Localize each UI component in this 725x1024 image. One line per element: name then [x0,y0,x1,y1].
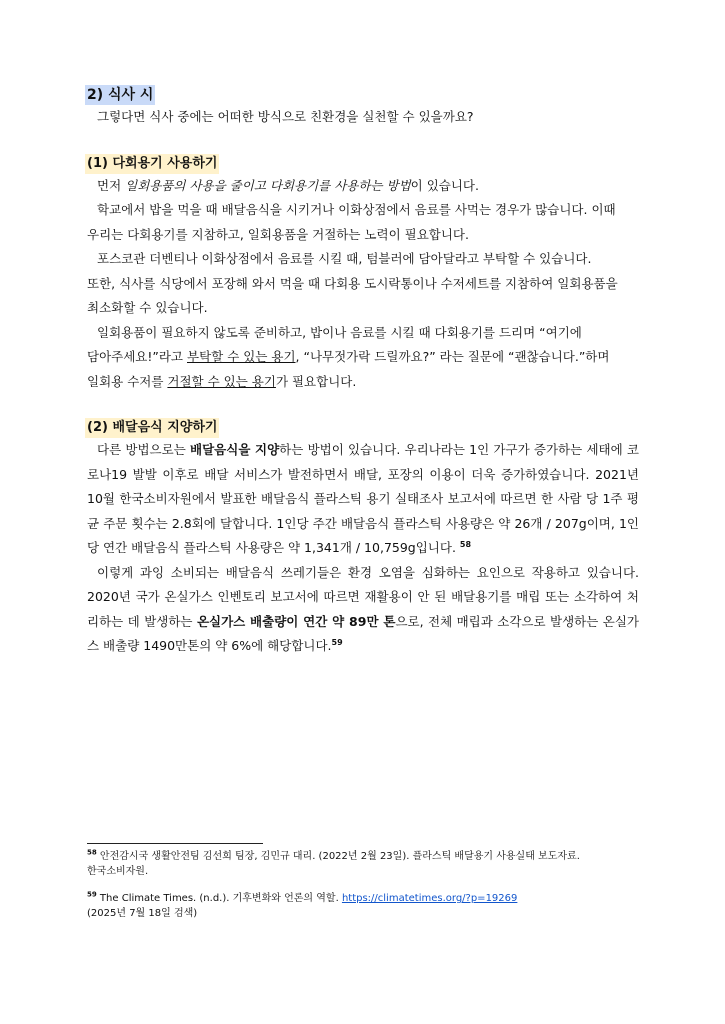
section-intro: 그렇다면 식사 중에는 어떠한 방식으로 친환경을 실천할 수 있을까요? [97,109,474,124]
footnote-divider [87,843,263,844]
sub1-paragraph-3-line-3: 최소화할 수 있습니다. [87,300,208,315]
subsection-2-heading: (2) 배달음식 지양하기 [85,418,219,438]
footnote-ref-58[interactable]: 58 [459,539,472,549]
section-heading: 2) 식사 시 [87,87,154,103]
footnote-ref-59[interactable]: 59 [331,637,343,647]
subsection-1-heading: (1) 다회용기 사용하기 [85,154,219,174]
footnote-59: $^{59}$ The Climate Times. (n.d.). 기후변화와 언론의 역할. https://climatetimes.org/?p=19269 (2025년 7월 18일 검색) [87,890,518,919]
sub2-paragraph-2: 이렇게 과잉 소비되는 배달음식 쓰레기들은 환경 오염을 심화하는 요인으로 작용하고 있습니다. 2020년 국가 온실가스 인벤토리 보고서에 따르면 재활용이 안 된 배달용기를 매립 또는 소각하여 처리하는 데 발생하는 온실가스 배출량이 연간 약 89만 톤으로, 전체 매립과 소각으로 발생하는 온실가스 배출량 1490만톤의 약 6%에 해당합니다.$^{59}$ [87,564,639,653]
sub2-paragraph-1: 다른 방법으로는 배달음식을 지양하는 방법이 있습니다. 우리나라는 1인 가구가 증가하는 세태에 코로나19 발발 이후로 배달 서비스가 발전하면서 배달, 포장의 이용이 더욱 증가하였습니다. 2021년 10월 한국소비자원에서 발표한 배달음식 플라스틱 용기 실태조사 보고서에 따르면 한 사람 당 1주 평균 주문 횟수는 2.8회에 달합니다. 1인당 주간 배달음식 플라스틱 사용량은 약 26개 / 207g이며, 1인당 연간 배달음식 플라스틱 사용량은 약 1,341개 / 10,759g입니다. $^{58}$ [87,442,639,555]
sub1-paragraph-2-line-2: 우리는 다회용기를 지참하고, 일회용품을 거절하는 노력이 필요합니다. [87,226,469,242]
sub1-paragraph-3-line-2: 또한, 식사를 식당에서 포장해 와서 먹을 때 다회용 도시락통이나 수저세트를 지참하여 일회용품을 [87,275,618,291]
footnote-59-link[interactable]: https://climatetimes.org/?p=19269 [341,893,518,904]
sub1-paragraph-3-line-1: 포스코관 더벤티나 이화상점에서 음료를 시킬 때, 텀블러에 담아달라고 부탁할 수 있습니다. [97,251,592,266]
footnote-58: $^{58}$ 안전감시국 생활안전팀 김선희 팀장, 김민규 대리. (2022년 2월 23일). 플라스틱 배달용기 사용실태 보도자료. 한국소비자원. [87,848,580,877]
sub1-paragraph-1: 먼저 일회용품의 사용을 줄이고 다회용기를 사용하는 방법이 있습니다. [97,177,479,193]
sub1-paragraph-4-line-2: 담아주세요!”라고 부탁할 수 있는 용기, “나무젓가락 드릴까요?” 라는 질문에 “괜찮습니다.”하며 [87,349,610,364]
sub1-paragraph-4-line-3: 일회용 수저를 거절할 수 있는 용기가 필요합니다. [87,373,357,389]
sub1-paragraph-2-line-1: 학교에서 밥을 먹을 때 배달음식을 시키거나 이화상점에서 음료를 사먹는 경우가 많습니다. 이때 [97,202,616,217]
document-body [87,84,639,659]
sub1-paragraph-4-line-1: 일회용품이 필요하지 않도록 준비하고, 밥이나 음료를 시킬 때 다회용기를 드리며 “여기에 [97,324,582,340]
footnotes [87,849,647,933]
